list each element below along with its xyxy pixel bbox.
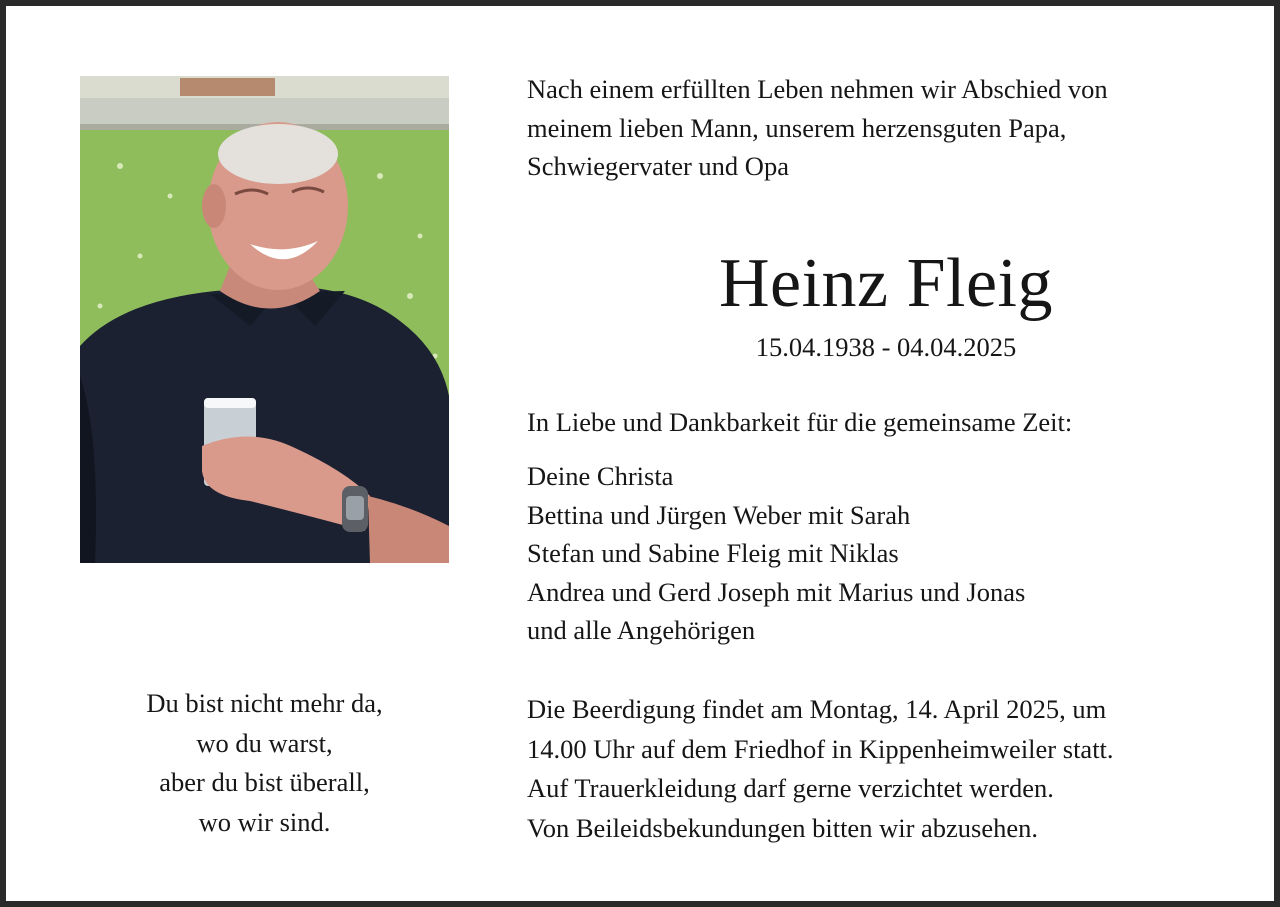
deceased-name: Heinz Fleig bbox=[718, 245, 1054, 322]
mourner-line: Stefan und Sabine Fleig mit Niklas bbox=[527, 538, 899, 568]
mourner-line: Bettina und Jürgen Weber mit Sarah bbox=[527, 499, 911, 530]
poem-line: aber du bist überall, bbox=[159, 767, 370, 797]
life-dates: 15.04.1938 - 04.04.2025 bbox=[755, 332, 1017, 362]
mourner-line: Andrea und Gerd Joseph mit Marius und Jonas bbox=[527, 576, 1026, 607]
mourner-line: und alle Angehörigen bbox=[527, 615, 756, 645]
funeral-details bbox=[527, 690, 1257, 848]
obituary-card bbox=[6, 6, 1274, 901]
funeral-line: Von Beileidsbekundungen bitten wir abzusehen. bbox=[527, 812, 1039, 843]
intro-text bbox=[527, 70, 1247, 186]
mourners-heading: In Liebe und Dankbarkeit für die gemeinsame Zeit: bbox=[527, 407, 1073, 437]
poem-line: Du bist nicht mehr da, bbox=[146, 688, 383, 718]
poem-line: wo du warst, bbox=[196, 727, 333, 758]
funeral-line: 14.00 Uhr auf dem Friedhof in Kippenheimweiler statt. bbox=[527, 733, 1114, 764]
intro-line: Schwiegervater und Opa bbox=[527, 151, 789, 181]
portrait-photo bbox=[80, 76, 449, 563]
funeral-line: Die Beerdigung findet am Montag, 14. April 2025, um bbox=[527, 694, 1107, 724]
poem-line: wo wir sind. bbox=[198, 806, 331, 837]
intro-line: Nach einem erfüllten Leben nehmen wir Abschied von bbox=[527, 74, 1108, 104]
mourner-line: Deine Christa bbox=[527, 461, 674, 491]
mourners-list bbox=[527, 457, 1247, 650]
funeral-line: Auf Trauerkleidung darf gerne verzichtet werden. bbox=[527, 773, 1054, 803]
memorial-poem bbox=[80, 684, 449, 842]
intro-line: meinem lieben Mann, unserem herzensguten Papa, bbox=[527, 112, 1067, 143]
